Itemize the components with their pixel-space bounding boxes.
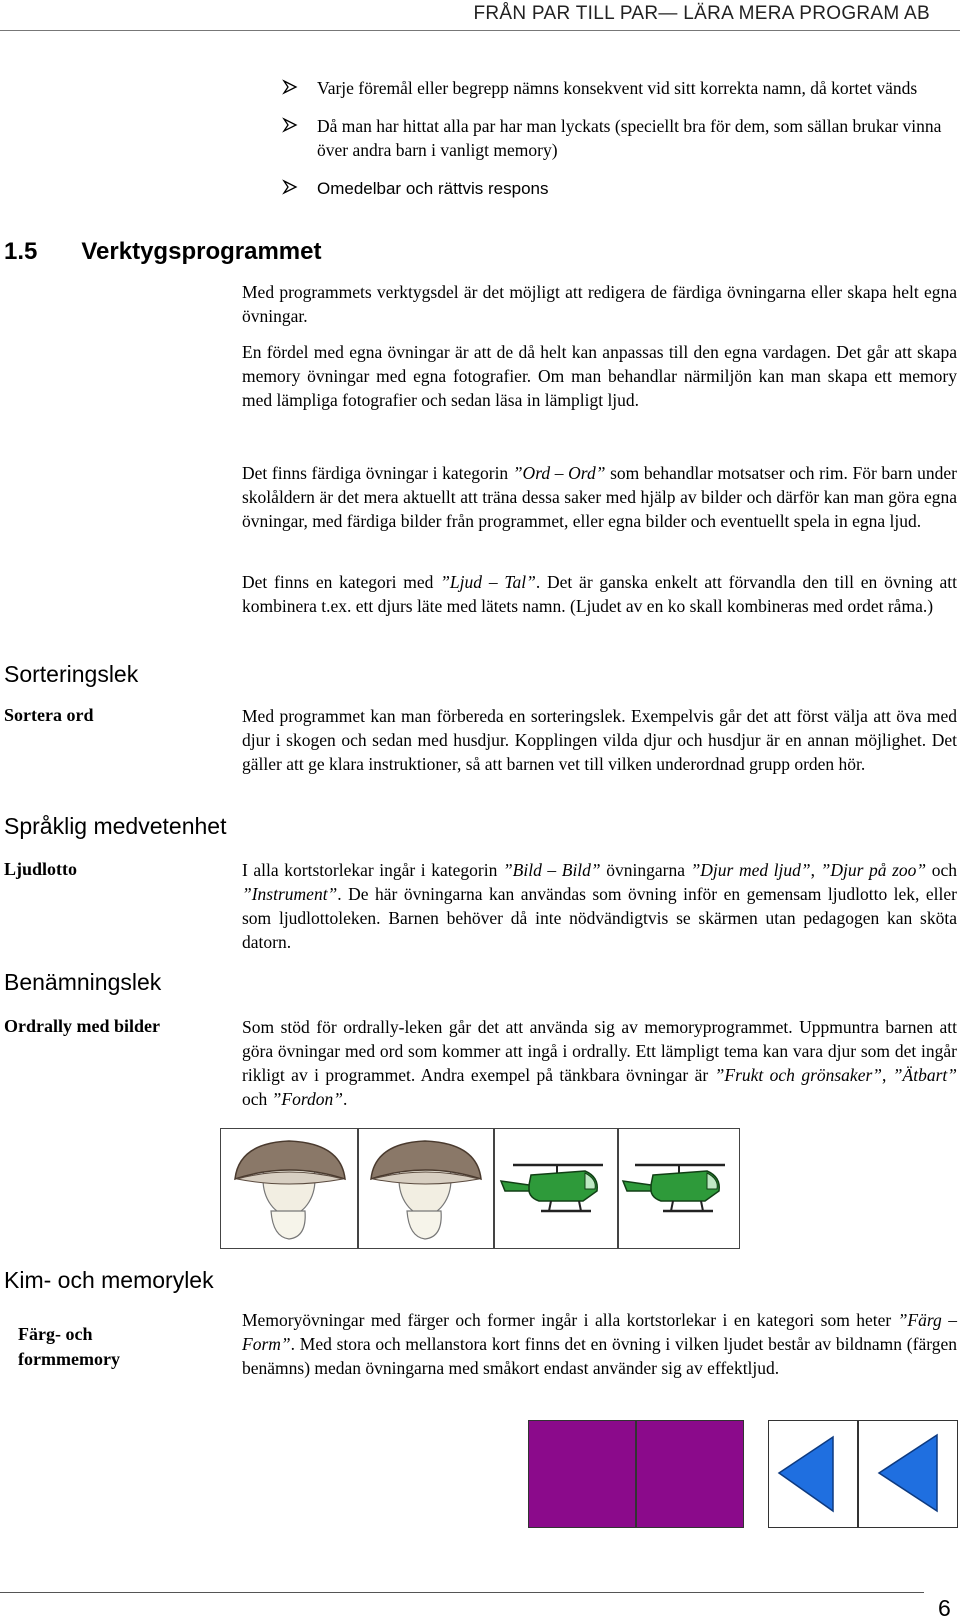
paragraph-ljud-tal: Det finns en kategori med ”Ljud – Tal”. Det är ganska enkelt att förvandla den till en övning att kombinera t.ex. ett djurs läte med lätets namn. (Ljudet av en ko skall kombineras med ordet råma.) [242, 572, 957, 616]
bullet-text: Varje föremål eller begrepp nämns konsekvent vid sitt korrekta namn, då kortet vänds [317, 78, 918, 98]
paragraph-sorteringslek: Med programmet kan man förbereda en sorteringslek. Exempelvis går det att först välja att öva med djur i skogen och sedan med husdjur. Kopplingen vilda djur och husdjur är en annan möjlighet. Det gäller att ge klara instruktioner, så att barnen vet till vilken underordnad grupp orden hör. [242, 706, 957, 774]
memory-image-helicopters [494, 1128, 740, 1249]
mushroom-icon [229, 1135, 351, 1243]
sidebar-ljudlotto: Ljudlotto [4, 859, 78, 879]
sidebar-spraklig-medvetenhet: Språklig medvetenhet [4, 813, 227, 839]
section-heading [4, 238, 321, 266]
paragraph-ljudlotto: I alla kortstorlekar ingår i kategorin ”Bild – Bild” övningarna ”Djur med ljud”, ”Djur på zoo” och ”Instrument”. De här övningarna kan användas som övning inför en gemensam ljudlotto lek, eller som ljudlottoleken. Barnen behöver då inte nödvändigtvis se skärmen utan pedagogen kan sköta datorn. [242, 860, 957, 952]
sidebar-sorteringslek: Sorteringslek [4, 661, 139, 687]
section-number: 1.5 [4, 238, 38, 265]
mushroom-icon [365, 1135, 487, 1243]
paragraph-tools: Med programmets verktygsdel är det möjligt att redigera de färdiga övningarna eller skapa helt egna övningar. [242, 282, 957, 326]
arrow-bullet-icon [282, 79, 298, 95]
bullet-item [282, 114, 957, 162]
helicopter-icon [621, 1157, 737, 1223]
purple-color-card [636, 1420, 744, 1528]
sidebar-kim-memorylek: Kim- och memorylek [4, 1267, 214, 1293]
bullet-text: Då man har hittat alla par har man lyckats (speciellt bra för dem, som sällan brukar vinna över andra barn i vanligt memory) [317, 116, 942, 160]
arrow-bullet-icon [282, 117, 298, 133]
blue-triangle-card [858, 1420, 958, 1528]
bullet-text: Omedelbar och rättvis respons [317, 179, 549, 198]
blue-triangle-card [768, 1420, 858, 1528]
paragraph-farg-form: Memoryövningar med färger och former ingår i alla kortstorlekar i en kategori som heter ”Färg – Form”. Med stora och mellanstora kort finns det en övning i vilken ljudet består av bildnamn (färgen benämns) medan övningarna med småkort endast använder sig av effektljud. [242, 1310, 957, 1378]
arrow-bullet-icon [282, 179, 298, 195]
bullet-item [282, 76, 957, 100]
purple-color-card [528, 1420, 636, 1528]
sidebar-ordrally: Ordrally med bilder [4, 1016, 160, 1036]
paragraph-ordrally: Som stöd för ordrally-leken går det att använda sig av memoryprogrammet. Uppmuntra barnen att göra övningar med ord som kommer att ingå i ordrally. Ett lämpligt tema kan vara djur som det ingår rikligt av i programmet. Andra exempel på tänkbara övningar är ”Frukt och grönsaker”, ”Ätbart” och ”Fordon”. [242, 1017, 957, 1109]
section-title: Verktygsprogrammet [81, 238, 322, 265]
sidebar-benamningslek: Benämningslek [4, 969, 162, 995]
page-header [0, 0, 960, 31]
bullet-list [282, 76, 957, 215]
paragraph-ord-ord: Det finns färdiga övningar i kategorin ”Ord – Ord” som behandlar motsatser och rim. För barn under skolåldern är det mera aktuellt att träna dessa saker med hjälp av bilder och därför kan man göra egna övningar, med färdiga bilder från programmet, eller egna bilder och eventuellt spela in egna ljud. [242, 463, 957, 531]
page-number: 6 [938, 1595, 951, 1621]
sidebar-farg-formmemory: Färg- och formmemory [18, 1324, 120, 1369]
bullet-item [282, 176, 957, 201]
blue-triangle-icon [859, 1421, 955, 1525]
helicopter-icon [499, 1157, 615, 1223]
memory-image-mushrooms [220, 1128, 494, 1249]
paragraph-own-exercises: En fördel med egna övningar är att de då helt kan anpassas till den egna vardagen. Det går att skapa memory övningar med egna fotografier. Om man behandlar närmiljön kan man skapa ett memory med lämpliga fotografier och sedan läsa in lämpligt ljud. [242, 342, 957, 410]
sidebar-sortera-ord: Sortera ord [4, 705, 94, 725]
blue-triangle-icon [769, 1421, 857, 1525]
header-title: FRÅN PAR TILL PAR— LÄRA MERA PROGRAM AB [473, 3, 930, 24]
footer-rule [0, 1592, 924, 1593]
